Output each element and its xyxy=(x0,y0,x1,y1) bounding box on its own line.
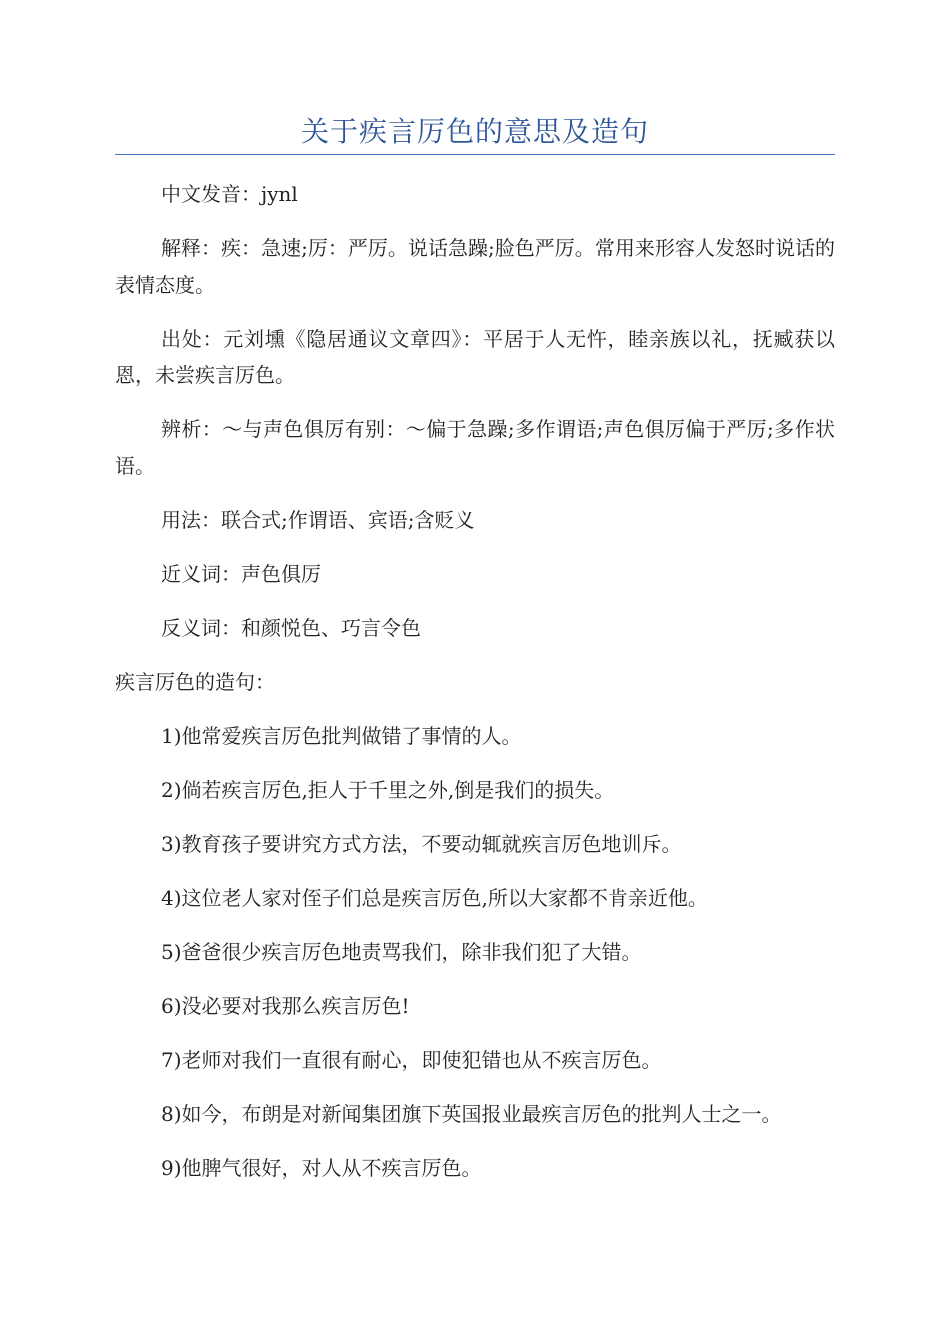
example-sentence: 9)他脾气很好，对人从不疾言厉色。 xyxy=(161,1155,482,1180)
example-sentence: 1)他常爱疾言厉色批判做错了事情的人。 xyxy=(161,723,522,748)
example-sentence: 2)倘若疾言厉色,拒人于千里之外,倒是我们的损失。 xyxy=(161,777,615,802)
example-sentence: 4)这位老人家对侄子们总是疾言厉色,所以大家都不肯亲近他。 xyxy=(161,885,708,910)
source-paragraph: 出处：元刘壎《隐居通议文章四》：平居于人无忤，睦亲族以礼，抚臧获以恩，未尝疾言厉色。 xyxy=(115,326,835,387)
document-title: 关于疾言厉色的意思及造句 xyxy=(300,115,649,148)
example-sentence: 6)没必要对我那么疾言厉色! xyxy=(161,993,410,1018)
synonyms-paragraph: 近义词：声色俱厉 xyxy=(161,561,321,586)
document-body xyxy=(115,176,835,1204)
explanation-paragraph: 解释：疾：急速;厉：严厉。说话急躁;脸色严厉。常用来形容人发怒时说话的表情态度。 xyxy=(115,236,835,297)
example-sentence: 5)爸爸很少疾言厉色地责骂我们，除非我们犯了大错。 xyxy=(161,939,642,964)
usage-paragraph: 用法：联合式;作谓语、宾语;含贬义 xyxy=(161,507,475,532)
analysis-paragraph: 辨析：～与声色俱厉有别：～偏于急躁;多作谓语;声色俱厉偏于严厉;多作状语。 xyxy=(115,417,835,478)
example-sentence: 7)老师对我们一直很有耐心，即使犯错也从不疾言厉色。 xyxy=(161,1047,662,1072)
examples-heading: 疾言厉色的造句： xyxy=(115,669,275,694)
example-sentence: 8)如今，布朗是对新闻集团旗下英国报业最疾言厉色的批判人士之一。 xyxy=(161,1101,782,1126)
pronunciation-paragraph: 中文发音：jynl xyxy=(161,182,298,206)
title-underline xyxy=(115,154,835,155)
antonyms-paragraph: 反义词：和颜悦色、巧言令色 xyxy=(161,615,421,640)
example-sentence: 3)教育孩子要讲究方式方法，不要动辄就疾言厉色地训斥。 xyxy=(161,831,682,856)
